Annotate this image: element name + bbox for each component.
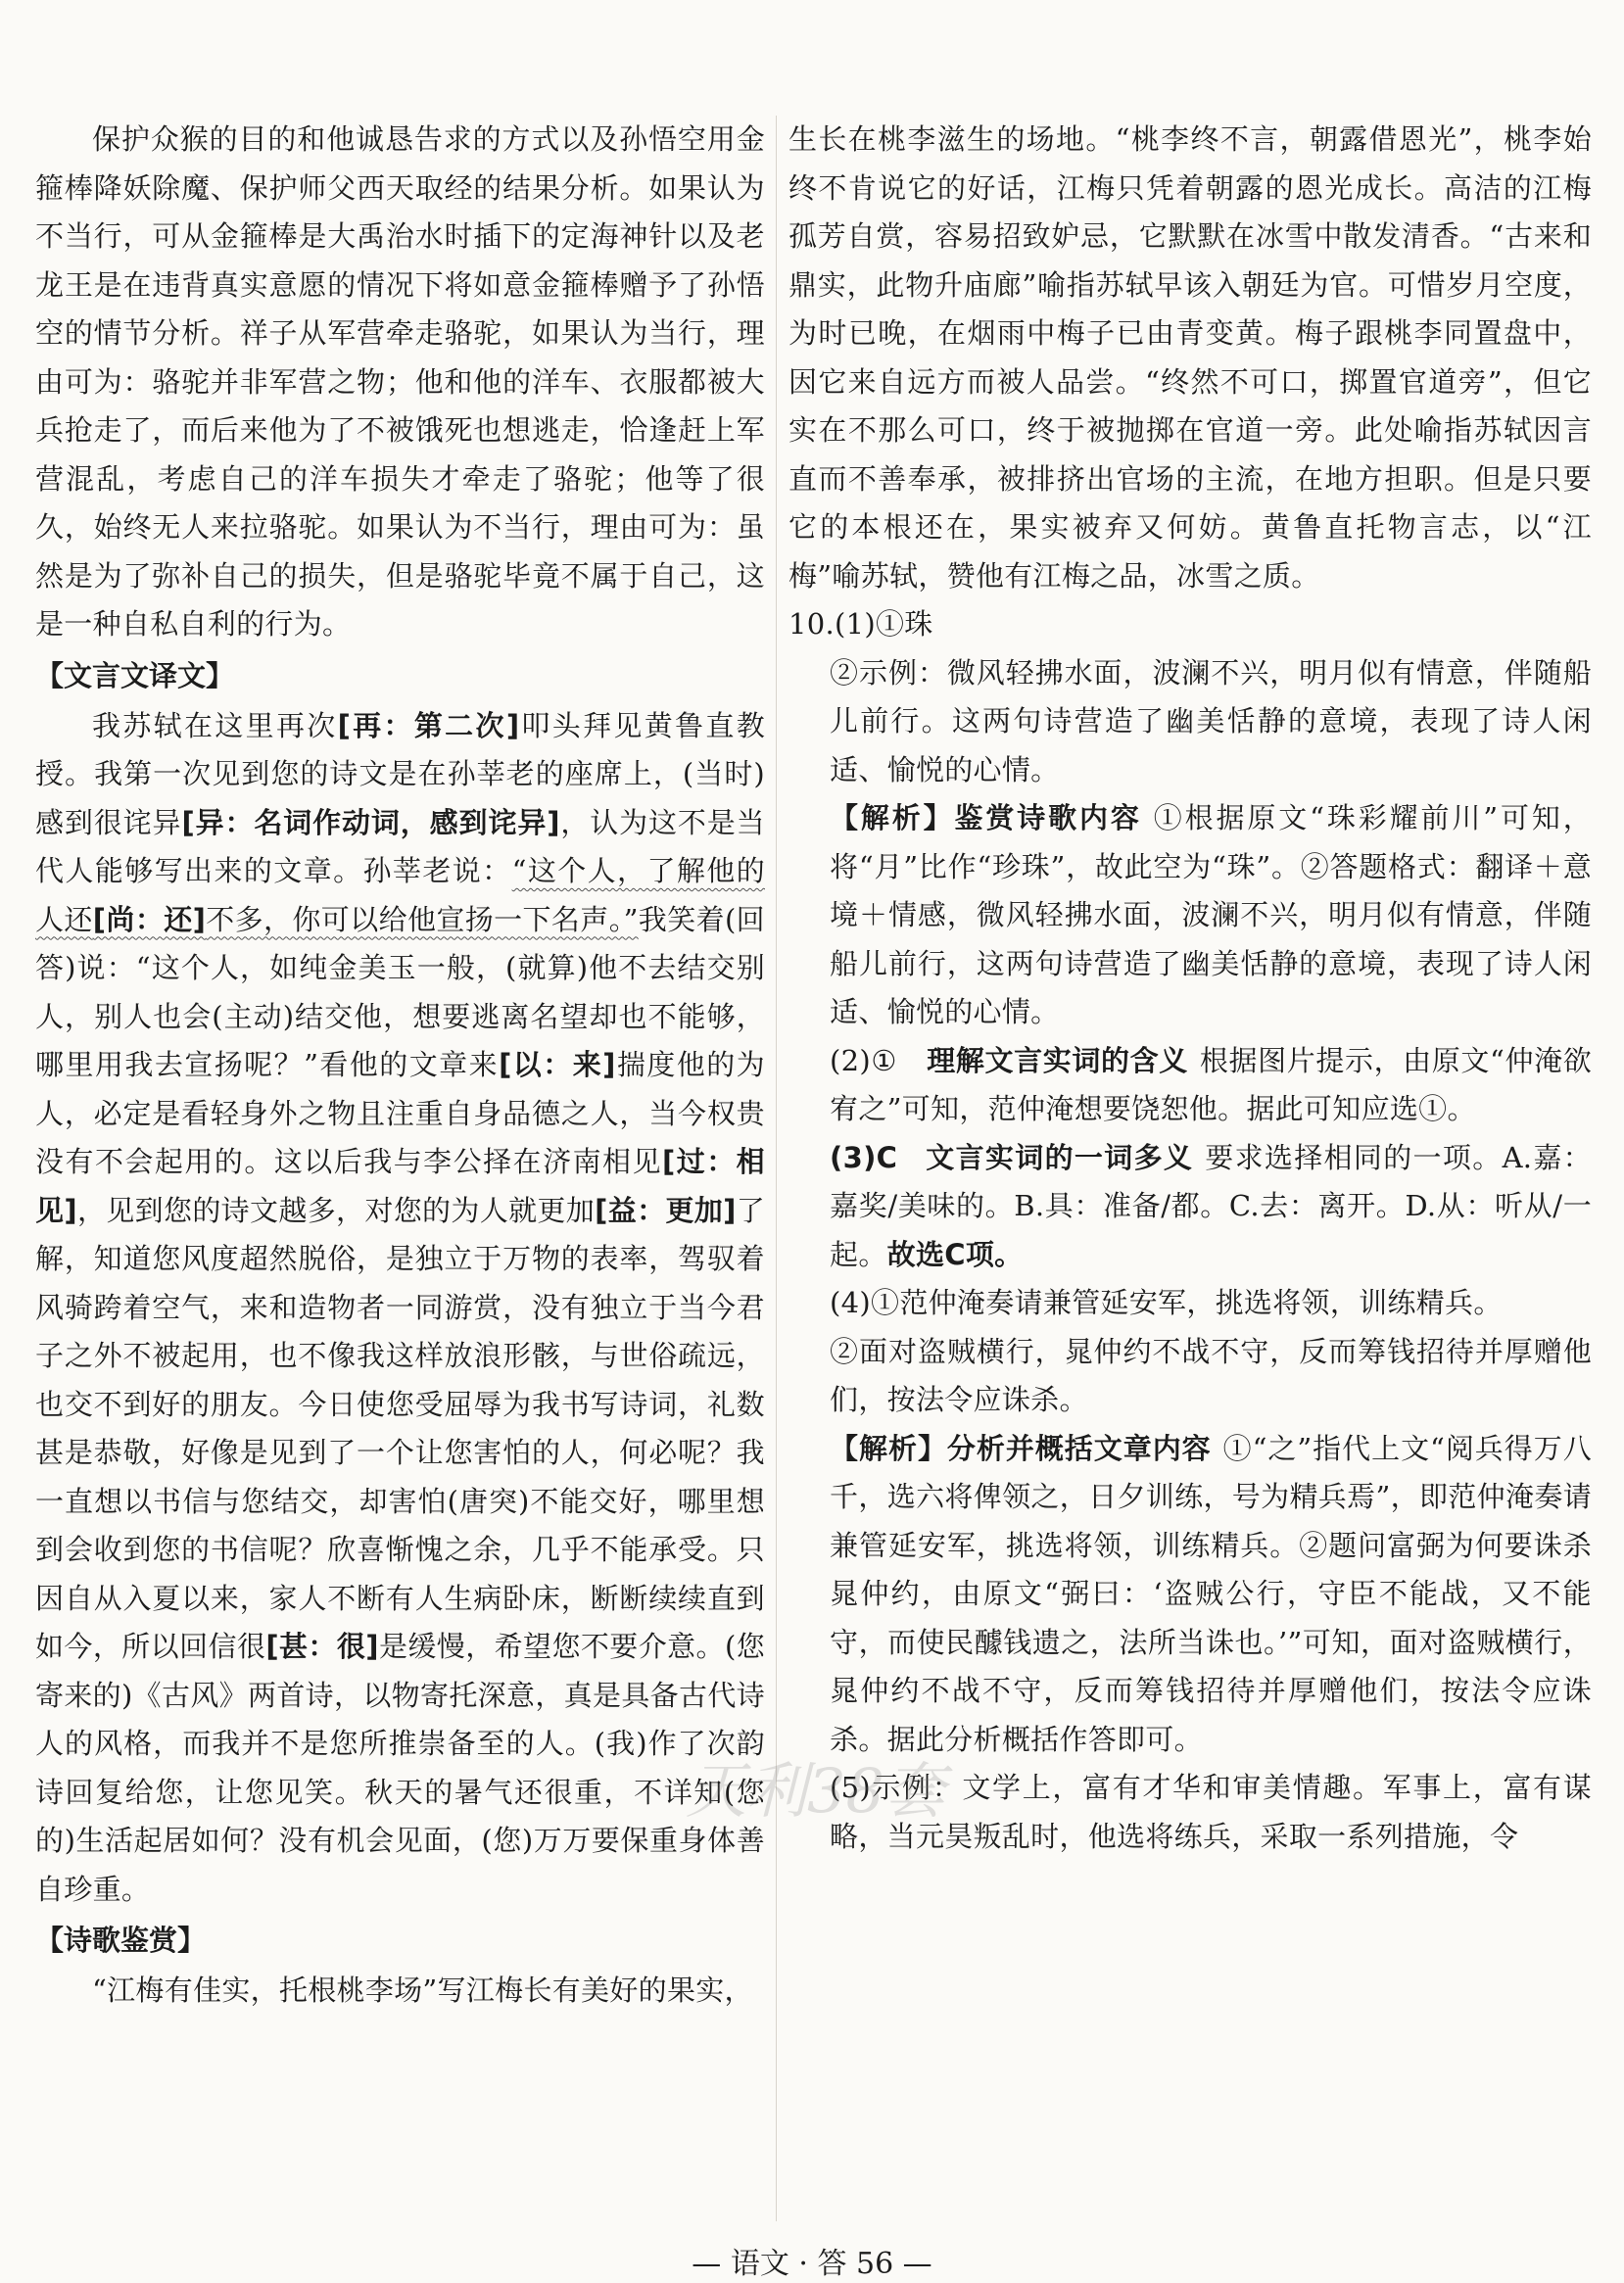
analysis-continuation: 保护众猴的目的和他诚恳告求的方式以及孙悟空用金箍棒降妖除魔、保护师父西天取经的结果分析。如果认为不当行，可从金箍棒是大禹治水时插下的定海神针以及老龙王是在违背真实意愿的情况下将如意金箍棒赠予了孙悟空的情节分析。祥子从军营牵走骆驼，如果认为当行，理由可为：骆驼并非军营之物；他和他的洋车、衣服都被大兵抢走了，而后来他为了不被饿死也想逃走，恰逢赶上军营混乱，考虑自己的洋车损失才牵走了骆驼；他等了很久，始终无人来拉骆驼。如果认为不当行，理由可为：虽然是为了弥补自己的损失，但是骆驼毕竟不属于自己，这是一种自私自利的行为。 [35, 122, 765, 641]
gloss: [益：更加] [595, 1193, 737, 1227]
poetry-appreciation-continued: 生长在桃李滋生的场地。“桃李终不言，朝露借恩光”，桃李始终不肯说它的好话，江梅只凭着朝露的恩光成长。高洁的江梅孤芳自赏，容易招致妒忌，它默默在冰雪中散发清香。“古来和鼎实，此物升庙廊”喻指苏轼早该入朝廷为官。可惜岁月空度，为时已晚，在烟雨中梅子已由青变黄。梅子跟桃李同置盘中，因它来自远方而被人品尝。“终然不可口，掷置官道旁”，但它实在不那么可口，终于被抛掷在官道一旁。此处喻指苏轼因言直而不善奉承，被排挤出官场的主流，在地方担职。但是只要它的本根还在，果实被弃又何妨。黄鲁直托物言志，以“江梅”喻苏轼，赞他有江梅之品，冰雪之质。 [788, 122, 1592, 593]
answer-10-4-2: ②面对盗贼横行，晁仲约不战不守，反而筹钱招待并厚赠他们，按法令应诛杀。 [830, 1334, 1592, 1416]
gloss: [甚：很] [265, 1630, 379, 1663]
gloss: [再：第二次] [337, 708, 520, 742]
analysis-tag: 【解析】分析并概括文章内容 [830, 1431, 1212, 1465]
left-column [35, 116, 765, 2016]
section-heading-poetry-appreciation: 【诗歌鉴赏】 [35, 1924, 207, 1957]
gloss: [过：相见] [35, 1145, 765, 1227]
answer-10-1: 10.(1)①珠 [788, 607, 933, 641]
right-column [788, 116, 1592, 1861]
answer-choice: 故选C项。 [886, 1237, 1024, 1271]
knowledge-point: 文言实词的一词多义 [925, 1140, 1194, 1174]
underlined-sentence: 不多，你可以给他宣扬一下名声。” [206, 902, 639, 936]
answer-10-5: (5)示例：文学上，富有才华和审美情趣。军事上，富有谋略，当元昊叛乱时，他选将练兵，采取一系列措施，令 [830, 1771, 1592, 1853]
page-footer: — 语文 · 答 56 — [692, 2247, 932, 2281]
classical-translation-text: 我苏轼在这里再次[再：第二次]叩头拜见黄鲁直教授。我第一次见到您的诗文是在孙莘老的座席上，(当时)感到很诧异[异：名词作动词，感到诧异]，认为这不是当代人能够写出来的文章。孙莘老说：“这个人，了解他的人还[尚：还]不多，你可以给他宣扬一下名声。”我笑着(回答)说：“这个人，如纯金美玉一般，(就算)他不去结交别人，别人也会(主动)结交他，想要逃离名望却也不能够，哪里用我去宣扬呢？”看他的文章来[以：来]揣度他的为人，必定是看轻身外之物且注重自身品德之人，当今权贵没有不会起用的。这以后我与李公择在济南相见[过：相见]，见到您的诗文越多，对您的为人就更加[益：更加]了解，知道您风度超然脱俗，是独立于万物的表率，驾驭着风骑跨着空气，来和造物者一同游赏，没有独立于当今君子之外不被起用，也不像我这样放浪形骸，与世俗疏远，也交不到好的朋友。今日使您受屈辱为我书写诗词，礼数甚是恭敬，好像是见到了一个让您害怕的人，何必呢？我一直想以书信与您结交，却害怕(唐突)不能交好，哪里想到会收到您的书信呢？欣喜惭愧之余，几乎不能承受。只因自从入夏以来，家人不断有人生病卧床，断断续续直到如今，所以回信很[甚：很]是缓慢，希望您不要介意。(您寄来的)《古风》两首诗，以物寄托深意，真是具备古代诗人的风格，而我并不是您所推崇备至的人。(我)作了次韵诗回复给您，让您见笑。秋天的暑气还很重，不详知(您的)生活起居如何？没有机会见面，(您)万万要保重身体善自珍重。 [35, 708, 766, 1906]
underlined-sentence: “这个人，了解他的人还 [35, 854, 765, 936]
answer-10-4-1: (4)①范仲淹奏请兼管延安军，挑选将领，训练精兵。 [830, 1286, 1503, 1319]
analysis-10-4: 【解析】分析并概括文章内容 ①“之”指代上文“阅兵得万八千，选六将俾领之，日夕训练，号为精兵焉”，即范仲淹奏请兼管延安军，挑选将领，训练精兵。②题问富弼为何要诛杀晁仲约，由原文“弼曰：‘盗贼公行，守臣不能战，又不能守，而使民醵钱遗之，法所当诛也。’”可知，面对盗贼横行，晁仲约不战不守，反而筹钱招待并厚赠他们，按法令应诛杀。据此分析概括作答即可。 [830, 1431, 1592, 1756]
column-divider [776, 116, 777, 2221]
analysis-tag: 【解析】鉴赏诗歌内容 [830, 801, 1142, 834]
answer-10-2: (2)① 理解文言实词的含义 根据图片提示，由原文“仲淹欲宥之”可知，范仲淹想要饶恕他。据此可知应选①。 [830, 1043, 1593, 1125]
gloss: [异：名词作动词，感到诧异] [181, 805, 560, 839]
section-heading-classical-translation: 【文言文译文】 [35, 658, 235, 692]
analysis-10-1: 【解析】鉴赏诗歌内容 ①根据原文“珠彩耀前川”可知，将“月”比作“珍珠”，故此空为“珠”。②答题格式：翻译＋意境＋情感，微风轻拂水面，波澜不兴，明月似有情意，伴随船儿前行，这两句诗营造了幽美恬静的意境，表现了诗人闲适、愉悦的心情。 [830, 801, 1592, 1028]
watermark-text: 天利38套 [686, 1755, 945, 1827]
answer-10-1-example: ②示例：微风轻拂水面，波澜不兴，明月似有情意，伴随船儿前行。这两句诗营造了幽美恬静的意境，表现了诗人闲适、愉悦的心情。 [830, 655, 1592, 786]
gloss: [以：来] [499, 1048, 616, 1081]
knowledge-point: 理解文言实词的含义 [926, 1043, 1188, 1077]
poetry-appreciation-start: “江梅有佳实，托根桃李场”写江梅长有美好的果实， [92, 1974, 753, 2007]
options-explained: A.嘉：嘉奖/美味的。B.具：准备/都。C.去：离开。D.从：听从/一起。 [830, 1140, 1592, 1271]
gloss: [尚：还] [92, 902, 207, 936]
answer-10-3: (3)C 文言实词的一词多义 要求选择相同的一项。A.嘉：嘉奖/美味的。B.具：准备/都。C.去：离开。D.从：听从/一起。故选C项。 [830, 1140, 1592, 1271]
